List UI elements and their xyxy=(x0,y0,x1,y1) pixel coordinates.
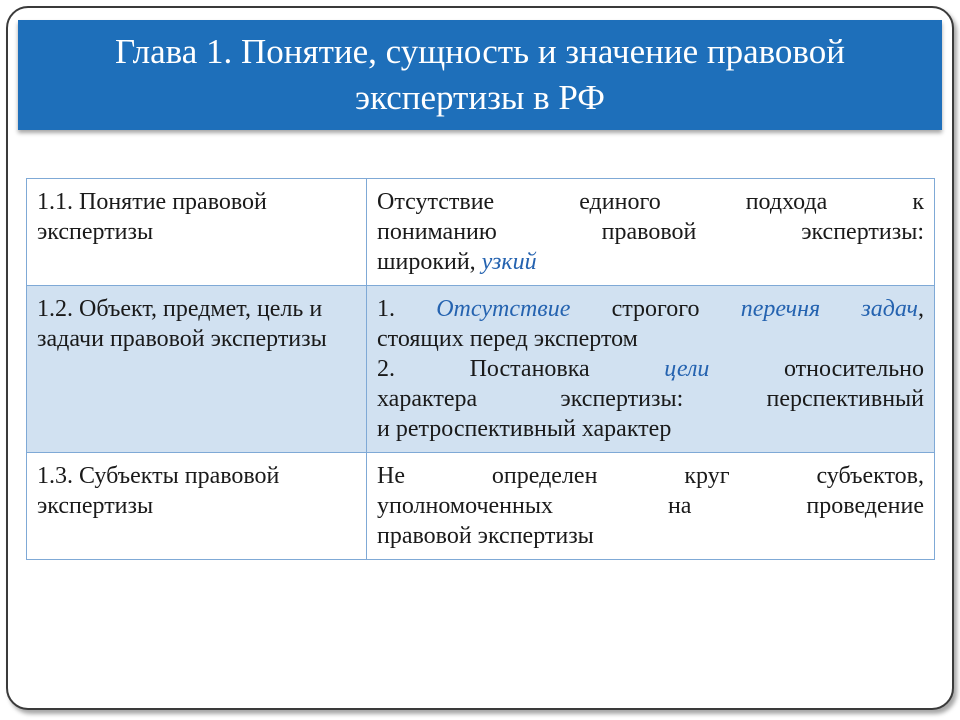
accent-text: цели xyxy=(664,356,710,382)
description-line: уполномоченных на проведение xyxy=(377,493,924,519)
topic-label-1-3: 1.3. Субъекты правовой экспертизы xyxy=(37,463,280,519)
description-line: пониманию правовой экспертизы: xyxy=(377,219,924,245)
table-row xyxy=(27,179,935,286)
topic-label-1-2: 1.2. Объект, предмет, цель и задачи правовой экспертизы xyxy=(37,296,327,352)
description-text: 1. xyxy=(377,296,437,322)
description-line: характера экспертизы: перспективный xyxy=(377,386,924,412)
description-text: 2. Постановка xyxy=(377,356,665,382)
description-line: стоящих перед экспертом xyxy=(377,326,638,352)
description-line xyxy=(377,354,924,384)
description-line: Отсутствие единого подхода к xyxy=(377,189,924,215)
table-cell-topic xyxy=(27,286,367,453)
table-row xyxy=(27,286,935,453)
table-cell-description xyxy=(367,179,935,286)
description-line: и ретроспективный характер xyxy=(377,416,672,442)
accent-text: узкий xyxy=(481,249,537,275)
description-text: относительно xyxy=(709,356,925,382)
table-cell-topic xyxy=(27,453,367,560)
table-row xyxy=(27,453,935,560)
description-line: Не определен круг субъектов, xyxy=(377,463,924,489)
description-line xyxy=(377,247,924,277)
description-text: строгого xyxy=(570,296,741,322)
table-cell-topic xyxy=(27,179,367,286)
description-line xyxy=(377,294,924,324)
accent-text: перечня задач xyxy=(740,296,919,322)
title-bar xyxy=(18,20,942,130)
accent-text: Отсутствие xyxy=(436,296,571,322)
topic-label-1-1: 1.1. Понятие правовой экспертизы xyxy=(37,189,267,245)
table-cell-description xyxy=(367,286,935,453)
content-table xyxy=(26,178,935,560)
description-line: правовой экспертизы xyxy=(377,523,594,549)
description-text: , xyxy=(918,296,925,322)
description-text: широкий, xyxy=(377,249,482,275)
table-cell-description xyxy=(367,453,935,560)
slide-title: Глава 1. Понятие, сущность и значение правовой экспертизы в РФ xyxy=(115,32,845,117)
